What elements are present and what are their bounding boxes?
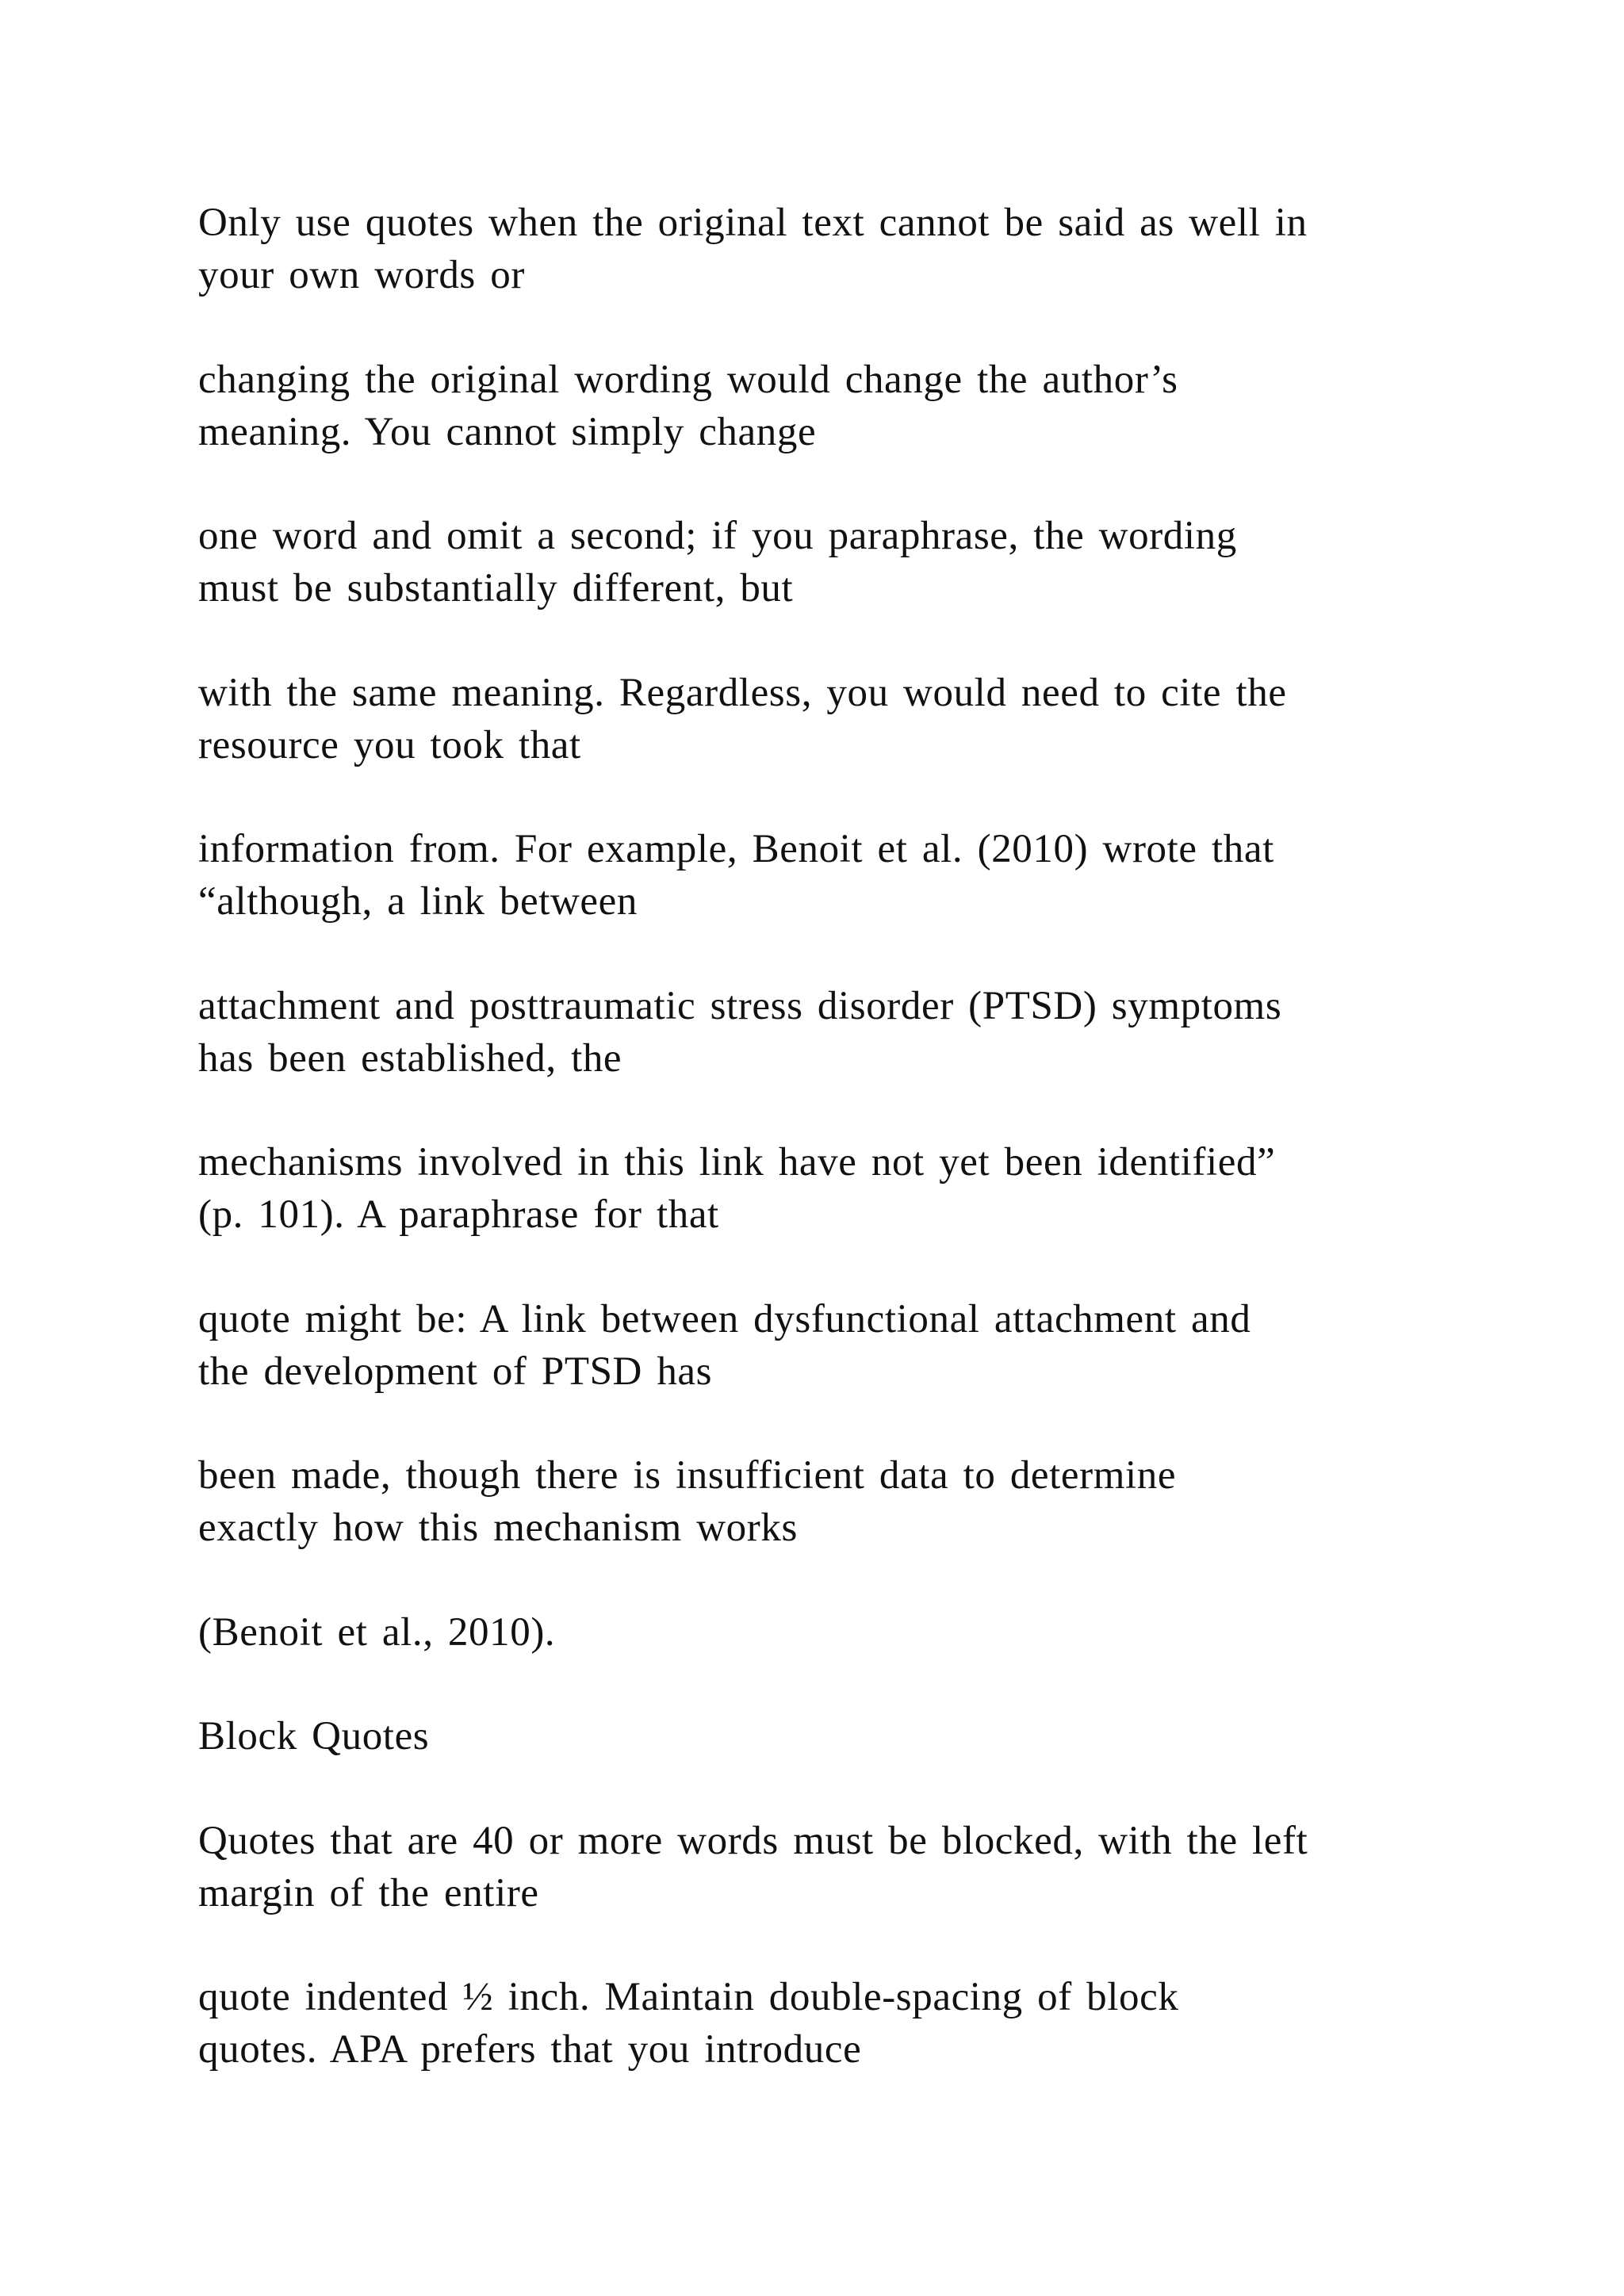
text-line: quote indented ½ inch. Maintain double-spacing of block [198, 1975, 1179, 2019]
text-line: one word and omit a second; if you paraphrase, the wording [198, 514, 1237, 558]
text-line: must be substantially different, but [198, 566, 794, 610]
text-line: been made, though there is insufficient data to determine [198, 1453, 1177, 1498]
paragraph-attachment-ptsd [198, 980, 1483, 1085]
text-line: meaning. You cannot simply change [198, 410, 817, 454]
paragraph-paraphrase-example [198, 1293, 1483, 1398]
text-line: has been established, the [198, 1036, 622, 1081]
paragraph-cite-resource [198, 667, 1483, 771]
paragraph-citation [198, 1606, 1483, 1659]
paragraph-example-benoit [198, 823, 1483, 928]
text-line: your own words or [198, 253, 525, 297]
paragraph-indent-rule [198, 1971, 1483, 2076]
paragraph-block-quote-rule [198, 1815, 1483, 1919]
text-line: the development of PTSD has [198, 1349, 713, 1394]
paragraph-mechanisms [198, 1136, 1483, 1241]
text-line: mechanisms involved in this link have not yet been identified” [198, 1140, 1276, 1184]
section-heading-block-quotes [198, 1710, 1483, 1762]
text-line: “although, a link between [198, 879, 638, 924]
text-line: Quotes that are 40 or more words must be blocked, with the left [198, 1819, 1308, 1863]
text-line: resource you took that [198, 723, 581, 767]
text-line: (p. 101). A paraphrase for that [198, 1192, 719, 1237]
text-line: changing the original wording would change the author’s [198, 358, 1178, 402]
paragraph-insufficient-data [198, 1449, 1483, 1554]
text-line: quotes. APA prefers that you introduce [198, 2027, 862, 2072]
paragraph-paraphrase-rule [198, 510, 1483, 614]
paragraph-changing-wording [198, 354, 1483, 458]
text-line: margin of the entire [198, 1871, 539, 1915]
text-line: Only use quotes when the original text cannot be said as well in [198, 201, 1308, 245]
heading-text: Block Quotes [198, 1714, 430, 1758]
text-line: information from. For example, Benoit et al. (2010) wrote that [198, 827, 1274, 871]
text-line: attachment and posttraumatic stress disorder (PTSD) symptoms [198, 984, 1282, 1028]
paragraph-quote-usage [198, 197, 1483, 301]
text-line: with the same meaning. Regardless, you would need to cite the [198, 671, 1287, 715]
text-line: quote might be: A link between dysfunctional attachment and [198, 1297, 1251, 1341]
text-line: exactly how this mechanism works [198, 1506, 798, 1550]
text-line: (Benoit et al., 2010). [198, 1610, 556, 1655]
